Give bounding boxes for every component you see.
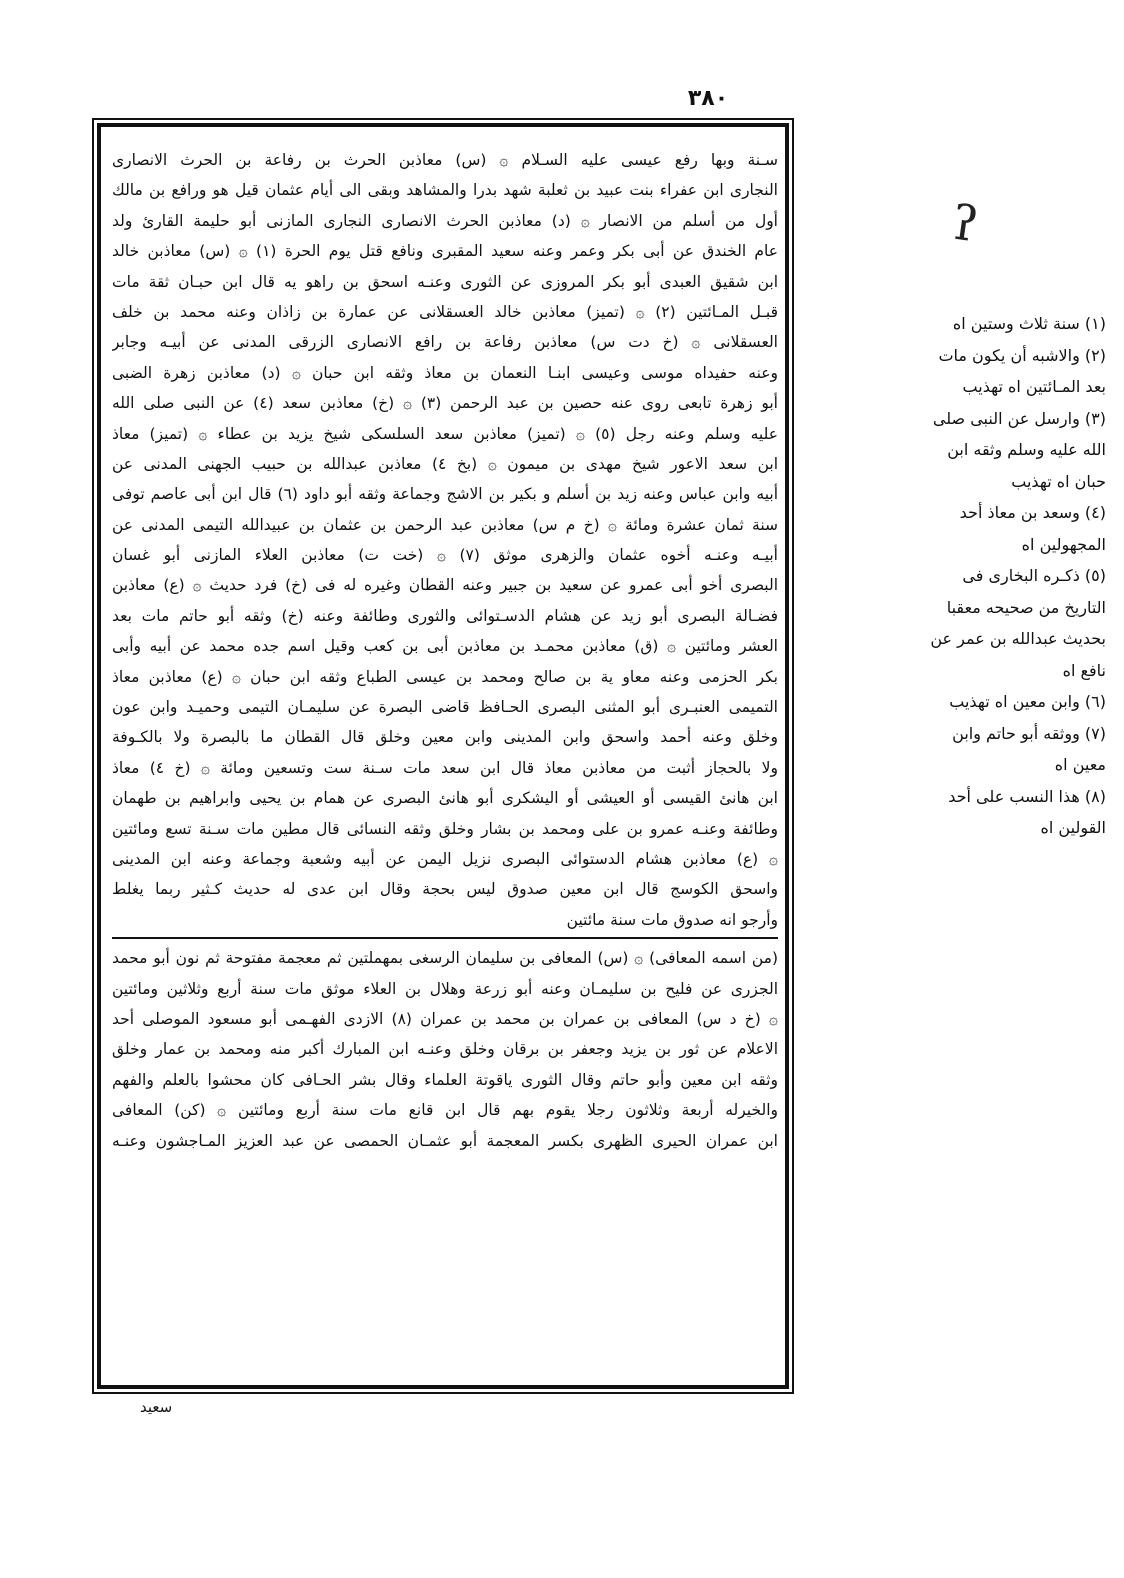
text-line: عليه وسلم وعنه رجل (٥) ۞ (تميز) معاذبن سعد السلسكى شيخ يزيد بن عطاء ۞ (تميز) معاذ	[112, 424, 778, 443]
footnote-line: بحديث عبدالله بن عمر عن	[930, 629, 1106, 648]
footnote-line: التاريخ من صحيحه معقبا	[946, 597, 1106, 617]
footnote-line: نافع اه	[1062, 660, 1106, 680]
text-line: العسقلانى ۞ (خ دت س) معاذبن رفاعة بن رافع الانصارى الزرقى المدنى عن أبيـه وجابر	[112, 333, 778, 352]
main-text-block	[112, 145, 778, 1380]
text-line: وعنه حفيداه موسى وعيسى ابنـا النعمان بن معاذ وثقه ابن حبان ۞ (د) معاذبن زهرة الضبى	[112, 363, 778, 382]
section-divider	[112, 937, 778, 939]
footnote-line: (٦) وابن معين اه تهذيب	[949, 692, 1106, 711]
page-number: ٣٨٠	[687, 86, 729, 111]
text-line: أول من أسلم من الانصار ۞ (د) معاذبن الحرث الانصارى النجارى المازنى أبو حليمة القارئ ولد	[112, 211, 778, 230]
footnote-line: المجهولين اه	[1021, 534, 1106, 554]
text-line: ابن شقيق العبدى أبو بكر المروزى عن الثورى وعنـه اسحق بن راهو يه قال ابن حبـان ثقة مات	[112, 272, 778, 291]
catchword: سعيد	[140, 1398, 173, 1416]
text-line: وطائفة وعنـه عمرو بن على ومحمد بن بشار وخلق وثقه النسائى قال مطين مات سـنة تسع ومائتين	[112, 819, 778, 838]
footnote-line: (١) سنة ثلاث وستين اه	[952, 314, 1106, 333]
text-line: ولا بالحجاز أثبت من معاذبن معاذ قال ابن سعد مات سـنة ست وتسعين ومائة ۞ (خ ٤) معاذ	[112, 758, 778, 777]
margin-handwritten-mark: ʔ	[948, 194, 982, 254]
text-line: ابن سعد الاعور شيخ مهدى بن ميمون ۞ (بخ ٤) معاذبن عبدالله بن حبيب الجهنى المدنى عن	[112, 454, 778, 473]
text-line: ۞ (ع) معاذبن هشام الدستوائى البصرى نزيل اليمن عن أبيه وشعبة وجماعة وعنه ابن المدينى	[112, 849, 778, 868]
footnote-line: القولين اه	[1040, 818, 1106, 837]
footnote-line: (٤) وسعد بن معاذ أحد	[959, 503, 1106, 522]
footnote-line: بعد المـائتين اه تهذيب	[962, 377, 1106, 396]
text-line: الاعلام عن ثور بن يزيد وجعفر بن برقان وخلق وعنـه ابن المبارك أكبر منه ومحمد بن عمار وخلق	[112, 1040, 778, 1059]
text-line: والخيرله أربعة وثلاثون رجلا يقوم بهم قال ابن قانع مات سنة أربع ومائتين ۞ (كن) المعافى	[112, 1101, 778, 1120]
text-line: أبيـه وعنـه أخوه عثمان والزهرى موثق (٧) ۞ (خت ت) معاذبن العلاء المازنى أبو غسان	[112, 546, 778, 565]
text-line: واسحق الكوسج قال ابن معين صدوق ليس بحجة وقال ابن عدى له حديث كـثير ربما يغلط	[112, 880, 778, 899]
footnote-line: (٢) والاشبه أن يكون مات	[938, 345, 1106, 365]
text-line: بكر الحزمى وعنه معاو ية بن صالح ومحمد بن عيسى الطباع وثقه ابن حبان ۞ (ع) معاذبن معاذ	[112, 667, 778, 686]
text-line: عام الخندق عن أبى بكر وعمر وعنه سعيد المقبرى ونافع قتل يوم الحرة (١) ۞ (س) معاذبن خالد	[112, 242, 778, 261]
text-line: البصرى أخو أبى عمرو عن سعيد بن جبير وعنه القطان وغيره له فى (خ) فرد حديث ۞ (ع) معاذبن	[112, 576, 778, 595]
text-line: التميمى العنبـرى أبو المثنى البصرى الحـافظ قاضى البصرة عن سليمـان التيمى وحميـد وابن عون	[112, 698, 778, 717]
footnote-line: (٧) ووثقه أبو حاتم وابن	[952, 723, 1106, 743]
text-line: فضـالة البصرى أبو زيد عن هشام الدسـتوائى والثورى وطائفة وعنه (خ) وثقه أبو حاتم مات بعد	[112, 606, 778, 625]
footnote-line: حبان اه تهذيب	[1011, 471, 1106, 491]
text-line: وثقه ابن معين وأبو حاتم وقال الثورى ياقوتة العلماء وقال بشر الحـافى كان محشوا بالعلم والفهم	[112, 1070, 778, 1089]
text-line: سـنة وبها رفع عيسى عليه السـلام ۞ (س) معاذبن الحرث بن رفاعة بن الحرث الانصارى	[112, 151, 778, 169]
text-line: قبـل المـائتين (٢) ۞ (تميز) معاذبن خالد العسقلانى عن عمارة بن زاذان وعنه محمد بن خلف	[112, 302, 778, 321]
text-line: سنة ثمان عشرة ومائة ۞ (خ م س) معاذبن عبد الرحمن بن عثمان بن عبيدالله التيمى المدنى عن	[112, 515, 778, 534]
text-line: وأرجو انه صدوق مات سنة مائتين	[566, 910, 778, 929]
text-line: أبيه وابن عباس وعنه زيد بن أسلم و بكير بن الاشج وجماعة وثقه أبو داود (٦) قال ابن أبى عاصم توفى	[112, 485, 778, 504]
text-line: ابن عمران الحيرى الظهرى بكسر المعجمة أبو عثمـان الحمصى عن عبد العزيز المـاجشون وعنـه	[112, 1131, 778, 1150]
footnote-line: الله عليه وسلم وثقه ابن	[947, 440, 1106, 459]
footnote-line: معين اه	[1054, 755, 1106, 774]
text-line: ۞ (خ د س) المعافى بن عمران بن محمد بن عمران (٨) الازدى الفهـمى أبو مسعود الموصلى أحد	[112, 1009, 778, 1028]
text-line: (من اسمه المعافى) ۞ (س) المعافى بن سليمان الرسغى بمهملتين ثم معجمة مفتوحة ثم نون أبو محمد	[112, 949, 778, 968]
text-line: الجزرى عن فليح بن سليمـان وعنه أبو زرعة وهلال بن العلاء موثق مات سنة أربع وثلاثين ومائتين	[112, 979, 778, 998]
margin-footnotes	[800, 308, 1106, 844]
footnote-line: (٣) وارسل عن النبى صلى	[932, 408, 1106, 428]
text-line: ابن هانئ القيسى أو العيشى أو اليشكرى أبو هانئ البصرى عن همام بن يحيى وابراهيم بن طهمان	[112, 789, 778, 808]
text-line: أبو زهرة تابعى روى عنه حصين بن عبد الرحمن (٣) ۞ (خ) معاذبن سعد (٤) عن النبى صلى الله	[112, 394, 778, 413]
footnote-line: (٨) هذا النسب على أحد	[948, 786, 1106, 806]
footnote-line: (٥) ذكـره البخارى فى	[962, 566, 1106, 585]
text-line: وخلق وعنه أحمد واسحق وابن المدينى وابن معين وخلق قال القطان ما بالبصرة ولا بالكـوفة	[112, 728, 778, 747]
text-line: العشر ومائتين ۞ (ق) معاذبن محمـد بن معاذبن أبى بن كعب وقيل اسم جده محمد عن أبيه وأبى	[112, 637, 778, 656]
text-line: النجارى ابن عفراء بنت عبيد بن ثعلبة شهد بدرا والمشاهد وبقى الى أيام عثمان قيل هو ورافع بن مالك	[112, 181, 778, 200]
